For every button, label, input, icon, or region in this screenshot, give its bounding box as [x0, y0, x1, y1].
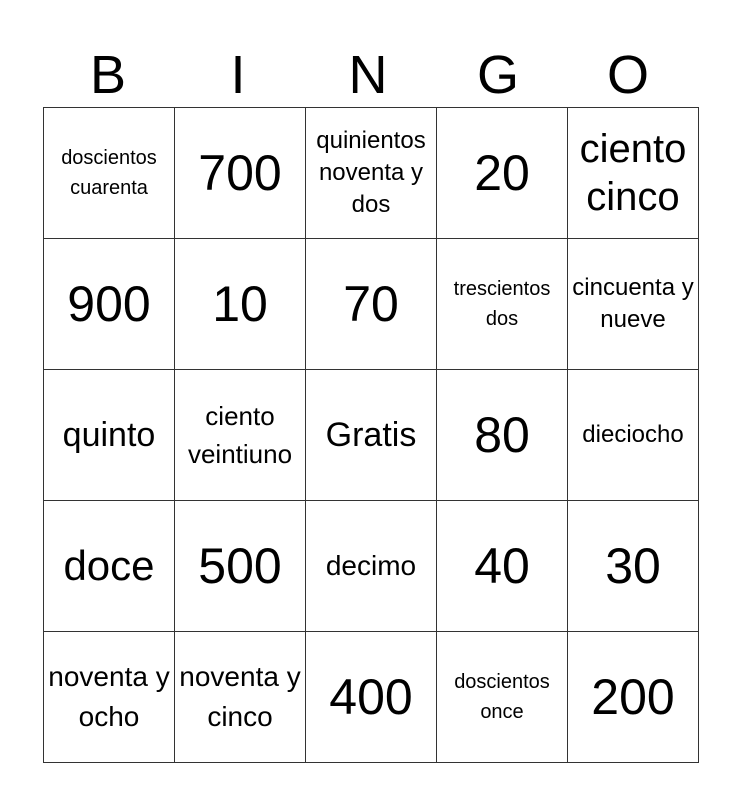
cell-text: noventa y ocho	[48, 661, 170, 732]
header-letter-b: B	[89, 45, 127, 105]
cell-text: trescientos dos	[453, 278, 551, 330]
bingo-cell[interactable]	[306, 239, 437, 370]
bingo-cell[interactable]	[437, 370, 568, 501]
cell-text: 700	[198, 145, 282, 201]
cell-text: doscientos cuarenta	[61, 147, 157, 199]
bingo-cell[interactable]	[568, 370, 699, 501]
cell-text: quinto	[62, 416, 156, 454]
bingo-cell[interactable]	[175, 108, 306, 239]
cell-text: 400	[329, 669, 413, 725]
cell-text: Gratis	[325, 416, 417, 454]
grid-row	[44, 239, 699, 370]
cell-text: 500	[198, 538, 282, 594]
bingo-cell[interactable]	[44, 632, 175, 763]
grid-row	[44, 632, 699, 763]
cell-text: ciento veintiuno	[187, 401, 293, 469]
cell-text: 30	[605, 538, 661, 594]
cell-text: cincuenta y nueve	[572, 274, 694, 333]
header-letter-n: N	[348, 45, 388, 105]
cell-text: 200	[591, 669, 675, 725]
cell-text: decimo	[325, 550, 417, 581]
bingo-cell[interactable]	[175, 501, 306, 632]
header-letter-i: I	[230, 45, 246, 105]
free-space-cell[interactable]	[306, 370, 437, 501]
bingo-cell[interactable]	[175, 239, 306, 370]
cell-text: doce	[63, 542, 155, 589]
bingo-cell[interactable]	[175, 370, 306, 501]
grid-row	[44, 108, 699, 239]
bingo-cell[interactable]	[437, 239, 568, 370]
bingo-cell[interactable]	[306, 108, 437, 239]
cell-text: ciento cinco	[579, 127, 687, 219]
bingo-cell[interactable]	[437, 501, 568, 632]
bingo-cell[interactable]	[44, 239, 175, 370]
bingo-cell[interactable]	[568, 501, 699, 632]
grid-row	[44, 501, 699, 632]
bingo-cell[interactable]	[44, 370, 175, 501]
cell-text: doscientos once	[454, 671, 550, 723]
bingo-cell[interactable]	[437, 108, 568, 239]
cell-text: 20	[474, 145, 530, 201]
cell-text: 70	[343, 276, 399, 332]
bingo-cell[interactable]	[568, 632, 699, 763]
header-letter-o: O	[606, 45, 649, 105]
cell-text: dieciocho	[582, 421, 684, 448]
bingo-grid	[43, 107, 699, 763]
cell-text: 10	[212, 276, 268, 332]
header-letter-g: G	[476, 45, 519, 105]
bingo-cell[interactable]	[175, 632, 306, 763]
bingo-cell[interactable]	[306, 632, 437, 763]
cell-text: noventa y cinco	[179, 661, 301, 732]
bingo-cell[interactable]	[437, 632, 568, 763]
bingo-cell[interactable]	[568, 239, 699, 370]
bingo-cell[interactable]	[44, 501, 175, 632]
bingo-cell[interactable]	[568, 108, 699, 239]
cell-text: 900	[67, 276, 151, 332]
grid-row	[44, 370, 699, 501]
bingo-cell[interactable]	[44, 108, 175, 239]
cell-text: quinientos noventa y dos	[316, 127, 426, 218]
bingo-cell[interactable]	[306, 501, 437, 632]
cell-text: 40	[474, 538, 530, 594]
bingo-header	[43, 44, 693, 106]
cell-text: 80	[474, 407, 530, 463]
